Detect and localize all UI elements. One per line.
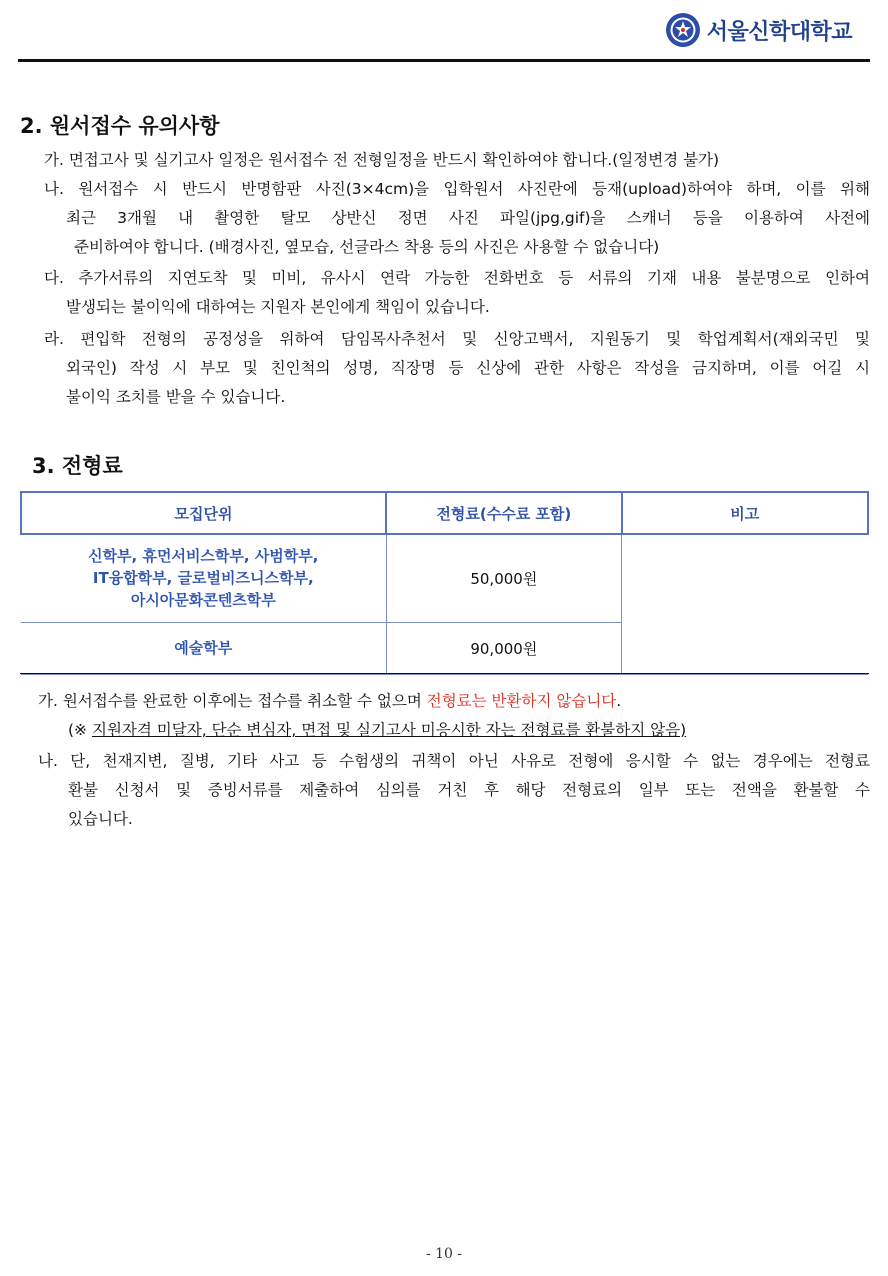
unit-line: IT융합학부, 글로벌비즈니스학부, bbox=[92, 569, 314, 588]
item-line: 가. 면접고사 및 실기고사 일정은 원서접수 전 전형일정을 반드시 확인하여야 합니다.(일정변경 불가) bbox=[44, 151, 720, 169]
column-header-fee: 전형료(수수료 포함) bbox=[386, 492, 622, 534]
section-2-item-ga bbox=[44, 146, 870, 175]
note-text: . bbox=[616, 692, 622, 710]
university-logo bbox=[665, 12, 852, 48]
fee-cell: 90,000원 bbox=[386, 622, 622, 674]
item-line: 다. 추가서류의 지연도착 및 미비, 유사시 연락 가능한 전화번호 등 서류의 기재 내용 불분명으로 인하여 bbox=[44, 269, 870, 287]
page-number: - 10 - bbox=[425, 1246, 463, 1262]
unit-line: 아시아문화콘텐츠학부 bbox=[130, 591, 276, 610]
table-row bbox=[21, 534, 868, 622]
section-3-note-ga bbox=[38, 687, 870, 745]
unit-cell bbox=[21, 622, 386, 674]
section-2-title: 2. 원서접수 유의사항 bbox=[20, 114, 220, 138]
unit-cell bbox=[21, 534, 386, 622]
university-emblem-icon bbox=[665, 12, 701, 48]
section-2-item-ra bbox=[44, 325, 870, 412]
no-refund-conditions: 지원자격 미달자, 단순 변심자, 면접 및 실기고사 미응시한 자는 전형료를 환불하지 않음) bbox=[91, 721, 687, 739]
header-divider bbox=[18, 59, 870, 62]
section-2-item-na bbox=[44, 175, 870, 262]
section-3-note-na bbox=[38, 747, 870, 834]
university-name: 서울신학대학교 bbox=[706, 19, 852, 45]
section-3-title: 3. 전형료 bbox=[32, 454, 123, 478]
note-line bbox=[38, 687, 870, 716]
fee-table-header-row bbox=[21, 492, 868, 534]
item-line: 외국인) 작성 시 부모 및 친인척의 성명, 직장명 등 신상에 관한 사항은 작성을 금지하며, 이를 어길 시 bbox=[66, 359, 870, 377]
refund-warning: 전형료는 반환하지 않습니다 bbox=[426, 692, 617, 710]
unit-line: 예술학부 bbox=[174, 639, 233, 657]
item-line: 최근 3개월 내 촬영한 탈모 상반신 정면 사진 파일(jpg,gif)을 스캐너 등을 이용하여 사전에 bbox=[66, 209, 870, 227]
page-header bbox=[0, 0, 888, 62]
item-line: 불이익 조치를 받을 수 있습니다. bbox=[66, 388, 286, 406]
note-line: 나. 단, 천재지변, 질병, 기타 사고 등 수험생의 귀책이 아닌 사유로 전형에 응시할 수 없는 경우에는 전형료 bbox=[38, 752, 870, 770]
item-line: 나. 원서접수 시 반드시 반명함판 사진(3×4cm)을 입학원서 사진란에 등재(upload)하여야 하며, 이를 위해 bbox=[44, 180, 870, 198]
note-line: 환불 신청서 및 증빙서류를 제출하여 심의를 거친 후 해당 전형료의 일부 또는 전액을 환불할 수 bbox=[68, 781, 870, 799]
note-line: 있습니다. bbox=[68, 810, 133, 828]
item-line: 라. 편입학 전형의 공정성을 위하여 담임목사추천서 및 신앙고백서, 지원동기 및 학업계획서(재외국민 및 bbox=[44, 330, 870, 348]
item-line: 준비하여야 합니다. (배경사진, 옆모습, 선글라스 착용 등의 사진은 사용할 수 없습니다) bbox=[74, 238, 660, 256]
fee-table bbox=[20, 491, 869, 675]
remark-cell bbox=[622, 534, 868, 674]
note-text: 가. 원서접수를 완료한 이후에는 접수를 취소할 수 없으며 bbox=[38, 692, 427, 710]
item-line: 발생되는 불이익에 대하여는 지원자 본인에게 책임이 있습니다. bbox=[66, 298, 490, 316]
fee-cell: 50,000원 bbox=[386, 534, 622, 622]
table-bottom-rule bbox=[20, 673, 869, 674]
column-header-remark: 비고 bbox=[622, 492, 868, 534]
section-2-item-da bbox=[44, 264, 870, 322]
column-header-unit: 모집단위 bbox=[21, 492, 386, 534]
note-mark: (※ bbox=[68, 721, 92, 739]
note-line bbox=[38, 716, 870, 745]
unit-line: 신학부, 휴먼서비스학부, 사범학부, bbox=[88, 547, 319, 566]
